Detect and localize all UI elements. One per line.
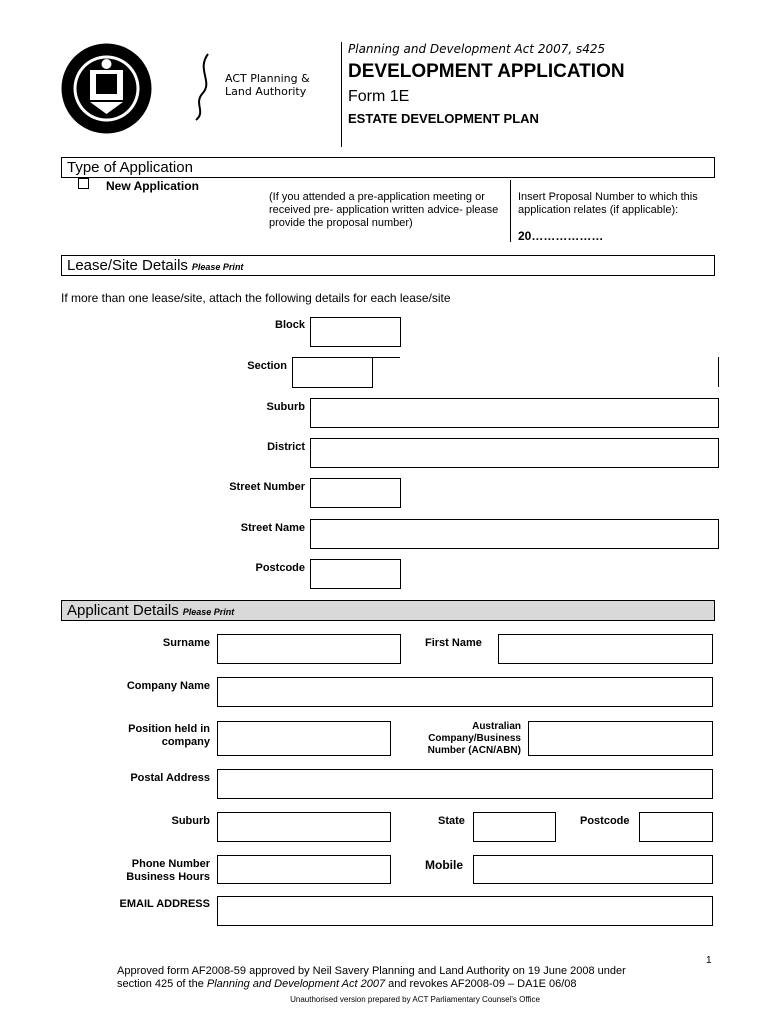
position-input[interactable] [217,721,391,756]
email-label: EMAIL ADDRESS [119,898,210,910]
postal-address-input[interactable] [217,769,713,799]
acn-label-line3: Number (ACN/ABN) [427,745,521,756]
section-label: Section [247,360,287,372]
surname-label: Surname [162,637,210,649]
act-government-seal [60,42,153,135]
new-application-checkbox[interactable] [78,178,89,189]
company-name-input[interactable] [217,677,713,707]
page-number: 1 [706,955,712,966]
swoosh-icon [190,52,216,122]
street-number-label: Street Number [229,481,305,493]
applicant-postcode-label: Postcode [580,815,630,827]
pre-application-note: (If you attended a pre-application meeting or received pre- application written advice- please provide the proposal number) [269,191,499,229]
street-name-label: Street Name [240,522,305,534]
footer-unauthorised-note: Unauthorised version prepared by ACT Parliamentary Counsel's Office [290,995,540,1004]
phone-input[interactable] [217,855,391,884]
section-input[interactable] [292,357,373,388]
postcode-label: Postcode [255,562,305,574]
suburb-label: Suburb [266,401,305,413]
authority-name-line1: ACT Planning & [225,72,310,85]
acn-label-line2: Company/Business [428,733,521,744]
phone-label [90,858,210,884]
act-reference: Planning and Development Act 2007, s425 [348,42,606,56]
footer-line2-pre: section 425 of the [117,978,207,990]
seal-icon [60,42,153,135]
acn-abn-input[interactable] [528,721,713,756]
postcode-input[interactable] [310,559,401,589]
email-input[interactable] [217,896,713,926]
postal-address-label: Postal Address [130,772,210,784]
new-application-label: New Application [106,179,199,193]
footer-act-name: Planning and Development Act 2007 [206,978,386,990]
please-print-note: Please Print [182,607,235,617]
block-input[interactable] [310,317,401,347]
form-number: Form 1E [348,88,410,105]
street-name-input[interactable] [310,519,719,549]
footer-approval [117,965,677,991]
section-title: Lease/Site Details [67,257,188,274]
form-subtitle: ESTATE DEVELOPMENT PLAN [348,111,539,126]
phone-label-line1: Phone Number [131,858,210,870]
first-name-input[interactable] [498,634,713,664]
page-title: DEVELOPMENT APPLICATION [348,61,625,82]
applicant-postcode-input[interactable] [639,812,713,842]
company-name-label: Company Name [126,680,210,692]
first-name-label: First Name [425,637,482,649]
footer-line1: Approved form AF2008-59 approved by Neil Savery Planning and Land Authority on 19 June 2008 under [117,965,626,977]
street-number-input[interactable] [310,478,401,508]
district-label: District [267,441,305,453]
district-input[interactable] [310,438,719,468]
mobile-input[interactable] [473,855,713,884]
section-title: Applicant Details [67,602,179,619]
footer-line2-post: and revokes AF2008-09 – DA1E 06/08 [385,978,577,990]
state-label: State [438,815,465,827]
authority-name-line2: Land Authority [225,85,307,98]
surname-input[interactable] [217,634,401,664]
proposal-prompt: Insert Proposal Number to which this application relates (if applicable): [518,191,698,216]
applicant-details-header [61,600,715,621]
type-of-application-header [61,157,715,178]
suburb-input[interactable] [310,398,719,428]
authority-logo [190,52,330,122]
block-label: Block [275,319,305,331]
mobile-label: Mobile [425,858,463,872]
applicant-suburb-label: Suburb [171,815,210,827]
lease-site-header [61,255,715,276]
state-input[interactable] [473,812,556,842]
please-print-note: Please Print [191,262,244,272]
position-label-line1: Position held in [128,723,210,735]
proposal-number-field[interactable]: 20……………… [518,229,604,243]
position-label [90,723,210,749]
section-rule [373,357,400,358]
acn-abn-label [400,721,521,757]
position-label-line2: company [161,736,210,748]
header-divider [341,42,342,147]
acn-label-line1: Australian [472,721,521,732]
section-right-edge [718,357,719,387]
applicant-suburb-input[interactable] [217,812,391,842]
lease-site-instruction: If more than one lease/site, attach the following details for each lease/site [61,291,451,305]
section-title: Type of Application [67,159,193,176]
phone-label-line2: Business Hours [126,871,210,883]
footer-line2 [117,978,677,991]
proposal-divider [510,180,511,242]
